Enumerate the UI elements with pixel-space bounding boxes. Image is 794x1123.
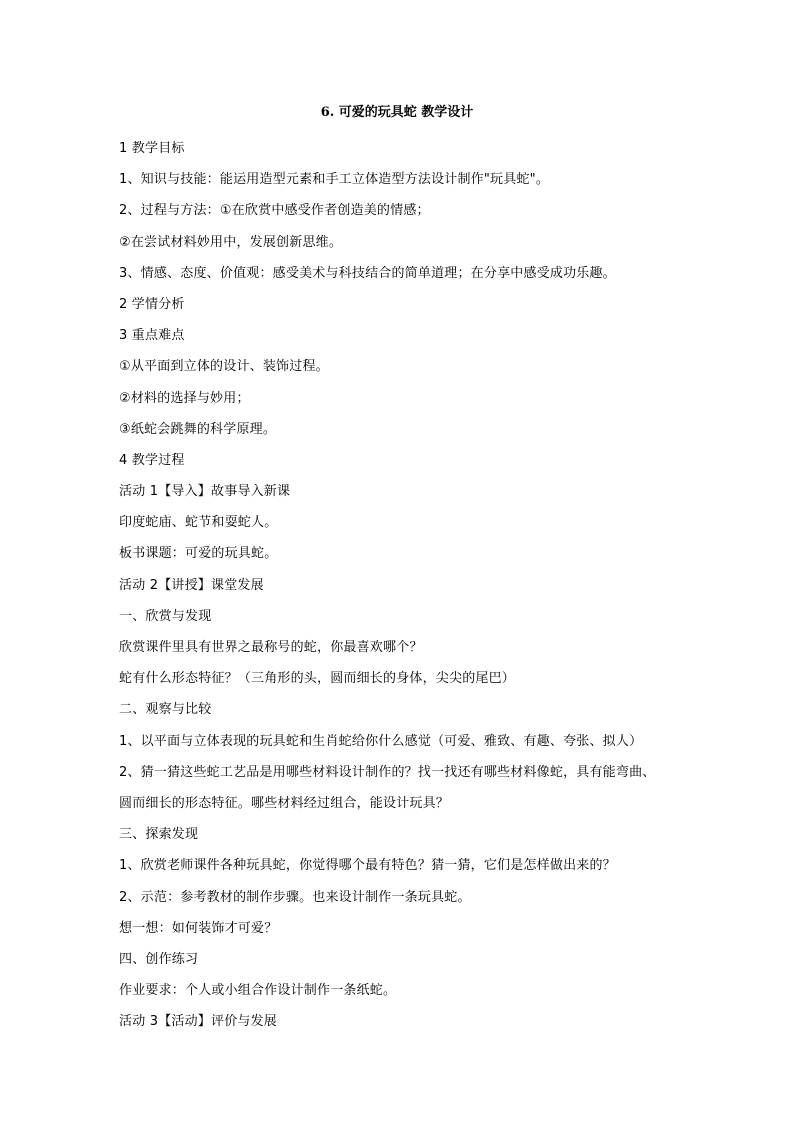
subsection-heading: 一、欣赏与发现 <box>119 608 212 624</box>
paragraph: 2、过程与方法：①在欣赏中感受作者创造美的情感； <box>119 203 430 219</box>
paragraph: 1、以平面与立体表现的玩具蛇和生肖蛇给你什么感觉（可爱、雅致、有趣、夸张、拟人） <box>119 733 643 749</box>
document-title: 6. 可爱的玩具蛇 教学设计 <box>320 105 474 120</box>
paragraph: ③纸蛇会跳舞的科学原理。 <box>119 421 277 437</box>
activity-heading: 活动 1【导入】故事导入新课 <box>119 484 291 500</box>
paragraph: 3、情感、态度、价值观：感受美术与科技结合的简单道理；在分享中感受成功乐趣。 <box>119 265 616 281</box>
paragraph: 蛇有什么形态特征？（三角形的头，圆而细长的身体，尖尖的尾巴） <box>119 671 516 687</box>
section-heading-analysis: 2 学情分析 <box>119 296 185 312</box>
paragraph: 想一想：如何装饰才可爱？ <box>119 920 278 936</box>
paragraph: ②材料的选择与妙用； <box>119 390 250 406</box>
subsection-heading: 二、观察与比较 <box>119 702 212 718</box>
paragraph: 作业要求：个人或小组合作设计制作一条纸蛇。 <box>119 983 397 999</box>
paragraph: 1、欣赏老师课件各种玩具蛇，你觉得哪个最有特色？猜一猜，它们是怎样做出来的？ <box>119 858 616 874</box>
activity-heading: 活动 3【活动】评价与发展 <box>119 1014 278 1030</box>
paragraph: 印度蛇庙、蛇节和耍蛇人。 <box>119 515 278 531</box>
paragraph: ②在尝试材料妙用中，发展创新思维。 <box>119 234 343 250</box>
subsection-heading: 三、探索发现 <box>119 827 199 843</box>
paragraph: 圆而细长的形态特征。哪些材料经过组合，能设计玩具？ <box>119 795 450 811</box>
paragraph: 板书课题：可爱的玩具蛇。 <box>119 546 278 562</box>
activity-heading: 活动 2【讲授】课堂发展 <box>119 577 264 593</box>
paragraph: ①从平面到立体的设计、装饰过程。 <box>119 359 329 375</box>
paragraph: 欣赏课件里具有世界之最称号的蛇，你最喜欢哪个？ <box>119 640 423 655</box>
document-body <box>119 133 679 1037</box>
paragraph: 2、猜一猜这些蛇工艺品是用哪些材料设计制作的？找一找还有哪些材料像蛇，具有能弯曲、 <box>119 764 656 780</box>
section-heading-key-points: 3 重点难点 <box>119 328 185 344</box>
subsection-heading: 四、创作练习 <box>119 951 199 967</box>
paragraph: 2、示范：参考教材的制作步骤。也来设计制作一条玩具蛇。 <box>119 889 471 905</box>
paragraph: 1、知识与技能：能运用造型元素和手工立体造型方法设计制作"玩具蛇"。 <box>119 172 550 188</box>
section-heading-goals: 1 教学目标 <box>119 141 185 156</box>
section-heading-process: 4 教学过程 <box>119 452 185 468</box>
